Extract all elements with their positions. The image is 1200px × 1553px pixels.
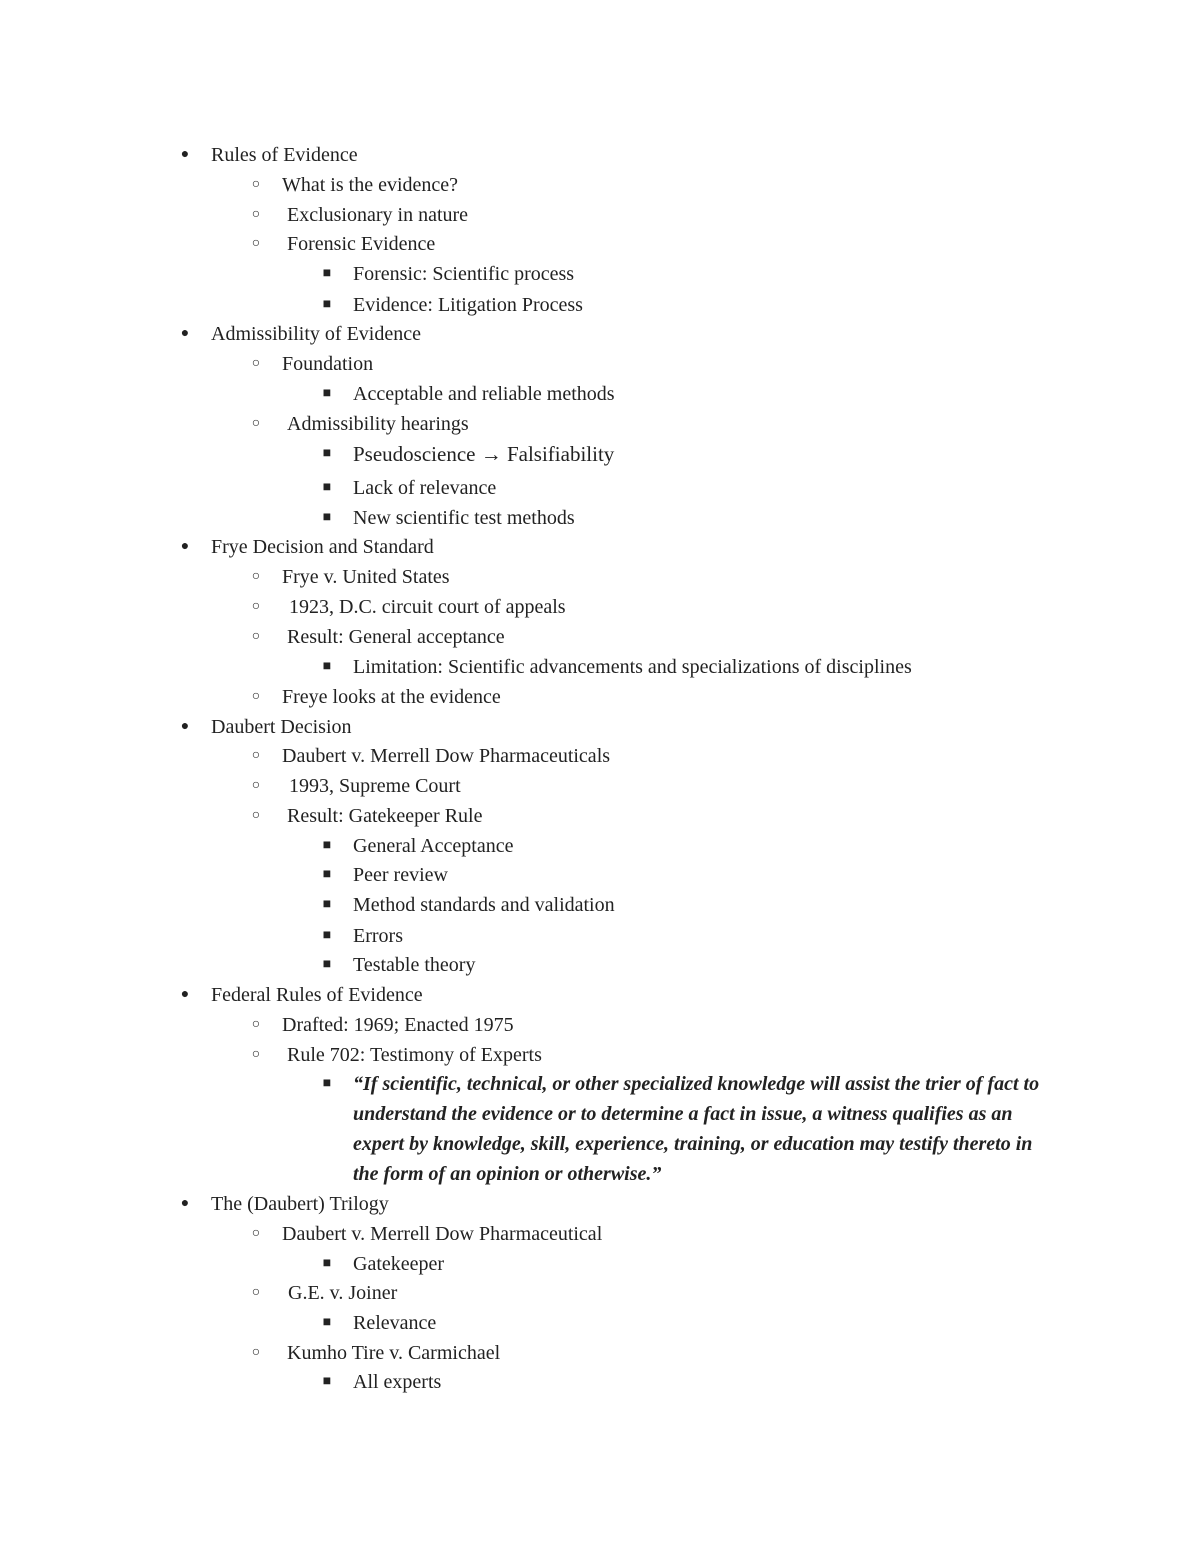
outline-item <box>251 349 374 379</box>
hollow-circle-bullet-icon: ○ <box>251 236 261 251</box>
item-text: Daubert v. Merrell Dow Pharmaceuticals <box>282 745 611 767</box>
outline-item <box>322 439 615 469</box>
outline-item <box>322 831 514 861</box>
hollow-circle-bullet-icon: ○ <box>251 416 261 431</box>
heading-daubert: Daubert Decision <box>211 716 352 738</box>
item-text: Kumho Tire v. Carmichael <box>287 1342 501 1364</box>
outline-item <box>322 1308 437 1338</box>
outline-item <box>251 1278 398 1308</box>
item-text: Result: Gatekeeper Rule <box>287 805 483 827</box>
outline-item <box>251 409 469 439</box>
filled-circle-bullet-icon: ● <box>180 987 190 1002</box>
square-bullet-icon: ■ <box>322 1256 332 1271</box>
outline-item <box>322 473 497 503</box>
item-text: General Acceptance <box>353 835 514 857</box>
item-text: Admissibility hearings <box>287 413 469 435</box>
filled-circle-bullet-icon: ● <box>180 719 190 734</box>
item-text: Forensic: Scientific process <box>353 263 575 285</box>
hollow-circle-bullet-icon: ○ <box>251 1345 261 1360</box>
outline-item <box>322 890 615 920</box>
hollow-circle-bullet-icon: ○ <box>251 689 261 704</box>
hollow-circle-bullet-icon: ○ <box>251 599 261 614</box>
hollow-circle-bullet-icon: ○ <box>251 356 261 371</box>
outline-item <box>322 1249 445 1279</box>
item-text: 1923, D.C. circuit court of appeals <box>289 596 566 618</box>
square-bullet-icon: ■ <box>322 266 332 281</box>
item-text: Foundation <box>282 353 374 375</box>
outline-item <box>322 503 575 533</box>
heading-federal-rules: Federal Rules of Evidence <box>211 984 423 1006</box>
outline-item <box>322 921 403 951</box>
outline-item <box>180 140 358 170</box>
outline-item <box>251 200 469 230</box>
item-text: Exclusionary in nature <box>287 204 469 226</box>
outline-item <box>180 980 423 1010</box>
outline-item <box>322 652 912 682</box>
square-bullet-icon: ■ <box>322 1374 332 1389</box>
square-bullet-icon: ■ <box>322 1076 332 1091</box>
square-bullet-icon: ■ <box>322 297 332 312</box>
hollow-circle-bullet-icon: ○ <box>251 808 261 823</box>
item-text: Pseudoscience → Falsifiability <box>353 442 615 466</box>
outline-item <box>251 741 611 771</box>
item-text: Errors <box>353 925 403 947</box>
outline-item <box>180 1189 389 1219</box>
outline-item <box>180 532 434 562</box>
square-bullet-icon: ■ <box>322 867 332 882</box>
item-text: Method standards and validation <box>353 894 615 916</box>
item-text: Result: General acceptance <box>287 626 505 648</box>
heading-trilogy: The (Daubert) Trilogy <box>211 1193 389 1215</box>
outline-item <box>251 1040 542 1070</box>
hollow-circle-bullet-icon: ○ <box>251 1047 261 1062</box>
outline-item <box>322 290 583 320</box>
item-text: 1993, Supreme Court <box>289 775 461 797</box>
outline-item <box>251 771 461 801</box>
outline-item <box>251 1010 514 1040</box>
item-text: G.E. v. Joiner <box>288 1282 398 1304</box>
square-bullet-icon: ■ <box>322 928 332 943</box>
item-text: Relevance <box>353 1312 437 1334</box>
heading-rules-of-evidence: Rules of Evidence <box>211 144 358 166</box>
item-text: What is the evidence? <box>282 174 459 196</box>
square-bullet-icon: ■ <box>322 480 332 495</box>
item-text: Evidence: Litigation Process <box>353 294 583 316</box>
square-bullet-icon: ■ <box>322 659 332 674</box>
item-text: Freye looks at the evidence <box>282 686 501 708</box>
square-bullet-icon: ■ <box>322 897 332 912</box>
rule-702-quote: “If scientific, technical, or other specialized knowledge will assist the trier of fact to understand the evidence or to determine a fact in issue, a witness qualifies as an expert by knowledge, skill, experience, training, or education may testify thereto in the form of an opinion or otherwise.” <box>353 1073 1040 1185</box>
outline-item <box>322 259 575 289</box>
item-text: Rule 702: Testimony of Experts <box>287 1044 542 1066</box>
item-text: Daubert v. Merrell Dow Pharmaceutical <box>282 1223 603 1245</box>
square-bullet-icon: ■ <box>322 510 332 525</box>
item-text: Peer review <box>353 864 448 886</box>
item-text: Drafted: 1969; Enacted 1975 <box>282 1014 514 1036</box>
outline-item <box>322 379 615 409</box>
outline-item <box>322 1069 1053 1189</box>
filled-circle-bullet-icon: ● <box>180 539 190 554</box>
outline-item <box>322 950 476 980</box>
hollow-circle-bullet-icon: ○ <box>251 569 261 584</box>
outline-item <box>180 712 352 742</box>
outline-item <box>251 592 566 622</box>
square-bullet-icon: ■ <box>322 957 332 972</box>
square-bullet-icon: ■ <box>322 838 332 853</box>
hollow-circle-bullet-icon: ○ <box>251 177 261 192</box>
square-bullet-icon: ■ <box>322 446 332 461</box>
outline-item <box>251 562 450 592</box>
item-text: Limitation: Scientific advancements and specializations of disciplines <box>353 656 912 678</box>
hollow-circle-bullet-icon: ○ <box>251 778 261 793</box>
heading-frye: Frye Decision and Standard <box>211 536 434 558</box>
item-text: Acceptable and reliable methods <box>353 383 615 405</box>
outline-item <box>322 1367 442 1397</box>
filled-circle-bullet-icon: ● <box>180 147 190 162</box>
outline-item <box>251 1219 603 1249</box>
outline-item <box>251 622 505 652</box>
heading-admissibility: Admissibility of Evidence <box>211 323 421 345</box>
square-bullet-icon: ■ <box>322 1315 332 1330</box>
outline-item <box>180 319 421 349</box>
square-bullet-icon: ■ <box>322 386 332 401</box>
outline-item <box>322 860 448 890</box>
outline-item <box>251 229 436 259</box>
item-text: Lack of relevance <box>353 477 497 499</box>
item-text: Forensic Evidence <box>287 233 436 255</box>
hollow-circle-bullet-icon: ○ <box>251 1017 261 1032</box>
outline-item <box>251 682 501 712</box>
outline-item <box>251 801 483 831</box>
item-text: All experts <box>353 1371 442 1393</box>
hollow-circle-bullet-icon: ○ <box>251 1285 261 1300</box>
item-text: Frye v. United States <box>282 566 450 588</box>
hollow-circle-bullet-icon: ○ <box>251 629 261 644</box>
outline-item <box>251 170 459 200</box>
item-text: Testable theory <box>353 954 476 976</box>
filled-circle-bullet-icon: ● <box>180 1196 190 1211</box>
hollow-circle-bullet-icon: ○ <box>251 207 261 222</box>
filled-circle-bullet-icon: ● <box>180 326 190 341</box>
item-text: New scientific test methods <box>353 507 575 529</box>
hollow-circle-bullet-icon: ○ <box>251 1226 261 1241</box>
outline-item <box>251 1338 501 1368</box>
item-text: Gatekeeper <box>353 1253 445 1275</box>
hollow-circle-bullet-icon: ○ <box>251 748 261 763</box>
